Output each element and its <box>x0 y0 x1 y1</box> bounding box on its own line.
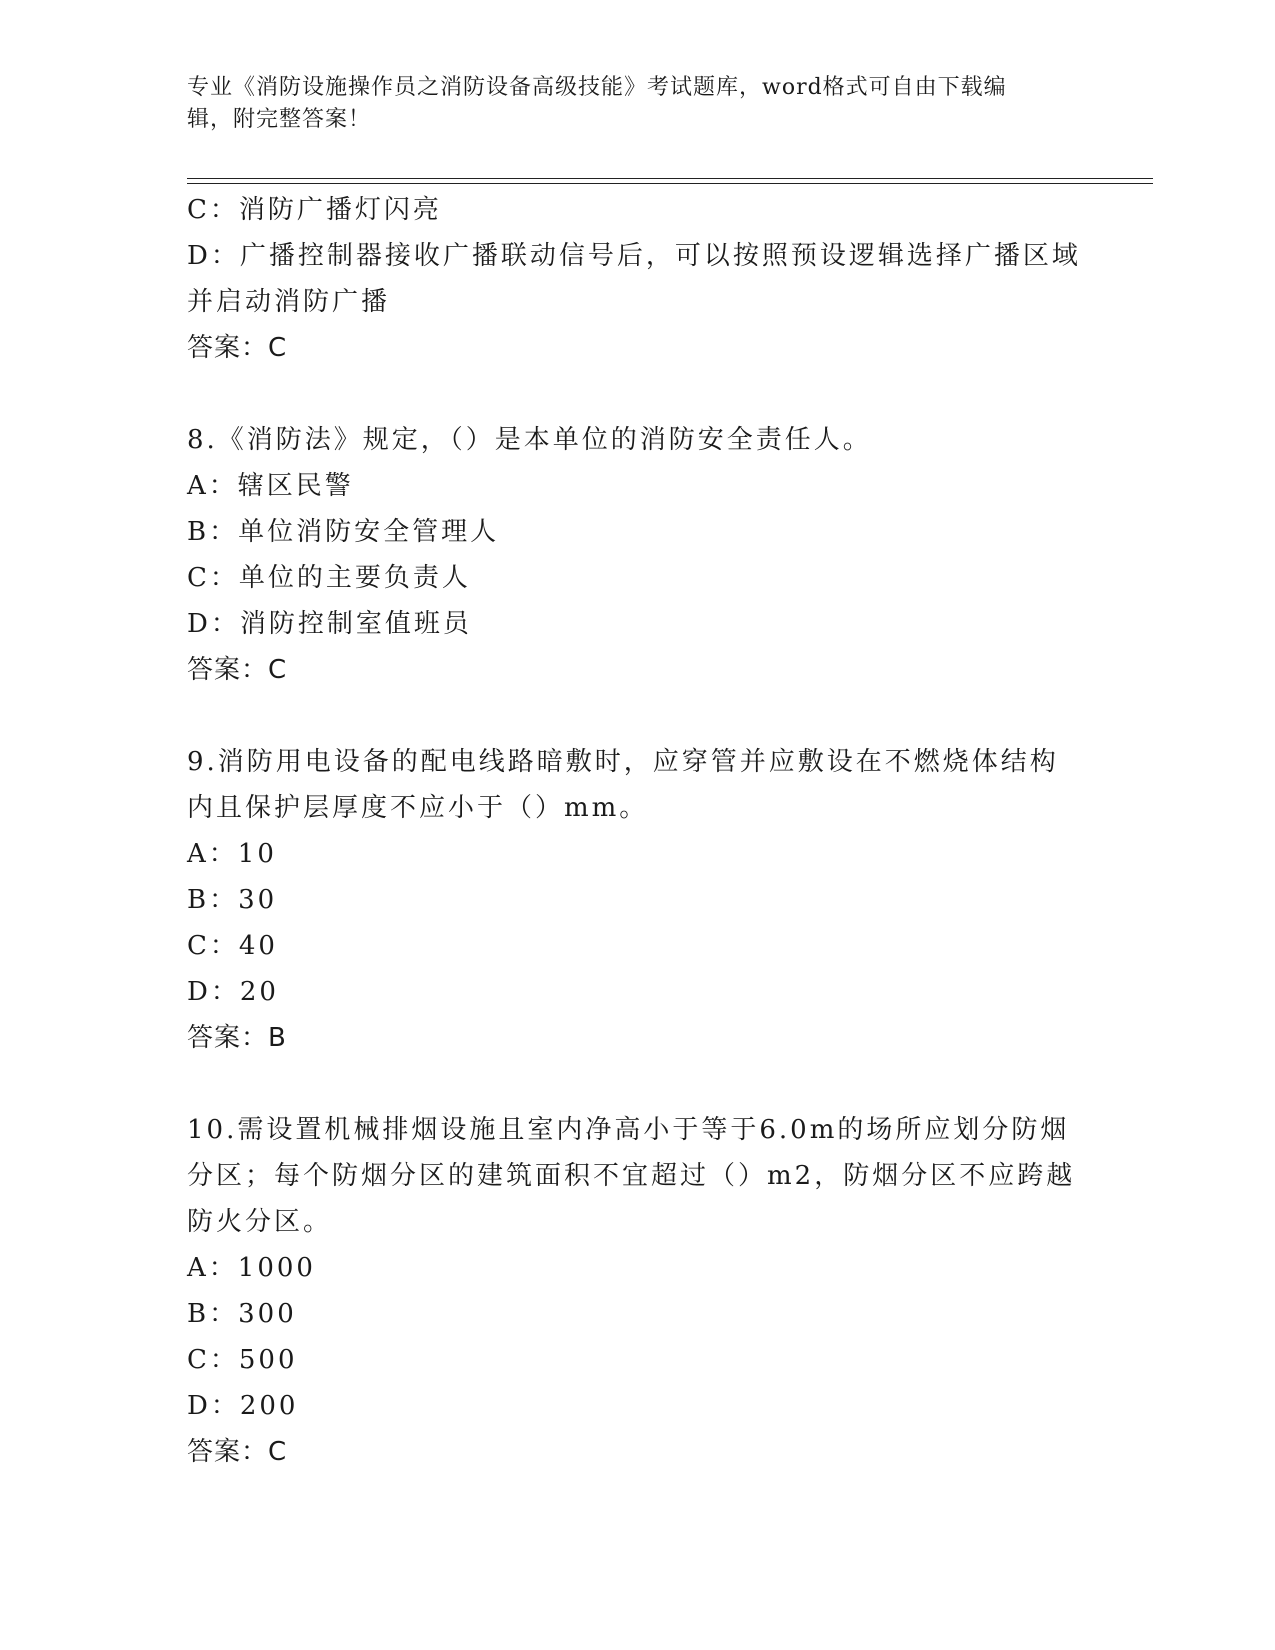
option-d: D：消防控制室值班员 <box>187 609 472 639</box>
question-text-line-2: 内且保护层厚度不应小于（）mm。 <box>187 793 649 823</box>
option-c: C：500 <box>187 1345 298 1375</box>
question-list <box>187 187 1087 1475</box>
answer: 答案：C <box>187 333 288 363</box>
option-c: C：单位的主要负责人 <box>187 563 471 593</box>
header-rule-bottom <box>187 183 1153 184</box>
question-8 <box>187 417 1087 693</box>
option-d-line-1: D：广播控制器接收广播联动信号后，可以按照预设逻辑选择广播区域 <box>187 241 1081 271</box>
question-text-line-3: 防火分区。 <box>187 1207 333 1237</box>
question-text-line-2: 分区；每个防烟分区的建筑面积不宜超过（）m2，防烟分区不应跨越 <box>187 1161 1076 1191</box>
option-d-line-2: 并启动消防广播 <box>187 287 391 317</box>
option-b: B：单位消防安全管理人 <box>187 517 500 547</box>
option-d: D：200 <box>187 1391 299 1421</box>
spacer <box>187 693 1087 739</box>
option-b: B：30 <box>187 885 278 915</box>
spacer <box>187 371 1087 417</box>
question-text: 8.《消防法》规定，（）是本单位的消防安全责任人。 <box>187 425 872 455</box>
answer: 答案：B <box>187 1023 287 1053</box>
spacer <box>187 1061 1087 1107</box>
option-a: A：1000 <box>187 1253 316 1283</box>
question-7-partial <box>187 187 1087 371</box>
question-text-line-1: 9.消防用电设备的配电线路暗敷时，应穿管并应敷设在不燃烧体结构 <box>187 747 1059 777</box>
option-d: D：20 <box>187 977 279 1007</box>
header-line-2: 辑，附完整答案！ <box>187 107 372 132</box>
question-text-line-1: 10.需设置机械排烟设施且室内净高小于等于6.0m的场所应划分防烟 <box>187 1115 1070 1145</box>
question-9 <box>187 739 1087 1061</box>
option-a: A：10 <box>187 839 277 869</box>
document-header <box>187 72 1067 136</box>
header-line-1: 专业《消防设施操作员之消防设备高级技能》考试题库，word格式可自由下载编 <box>187 75 1007 100</box>
option-a: A：辖区民警 <box>187 471 354 501</box>
header-rule-top <box>187 178 1153 179</box>
option-c: C：消防广播灯闪亮 <box>187 195 442 225</box>
option-c: C：40 <box>187 931 278 961</box>
option-b: B：300 <box>187 1299 297 1329</box>
question-10 <box>187 1107 1087 1475</box>
answer: 答案：C <box>187 1437 288 1467</box>
answer: 答案：C <box>187 655 288 685</box>
